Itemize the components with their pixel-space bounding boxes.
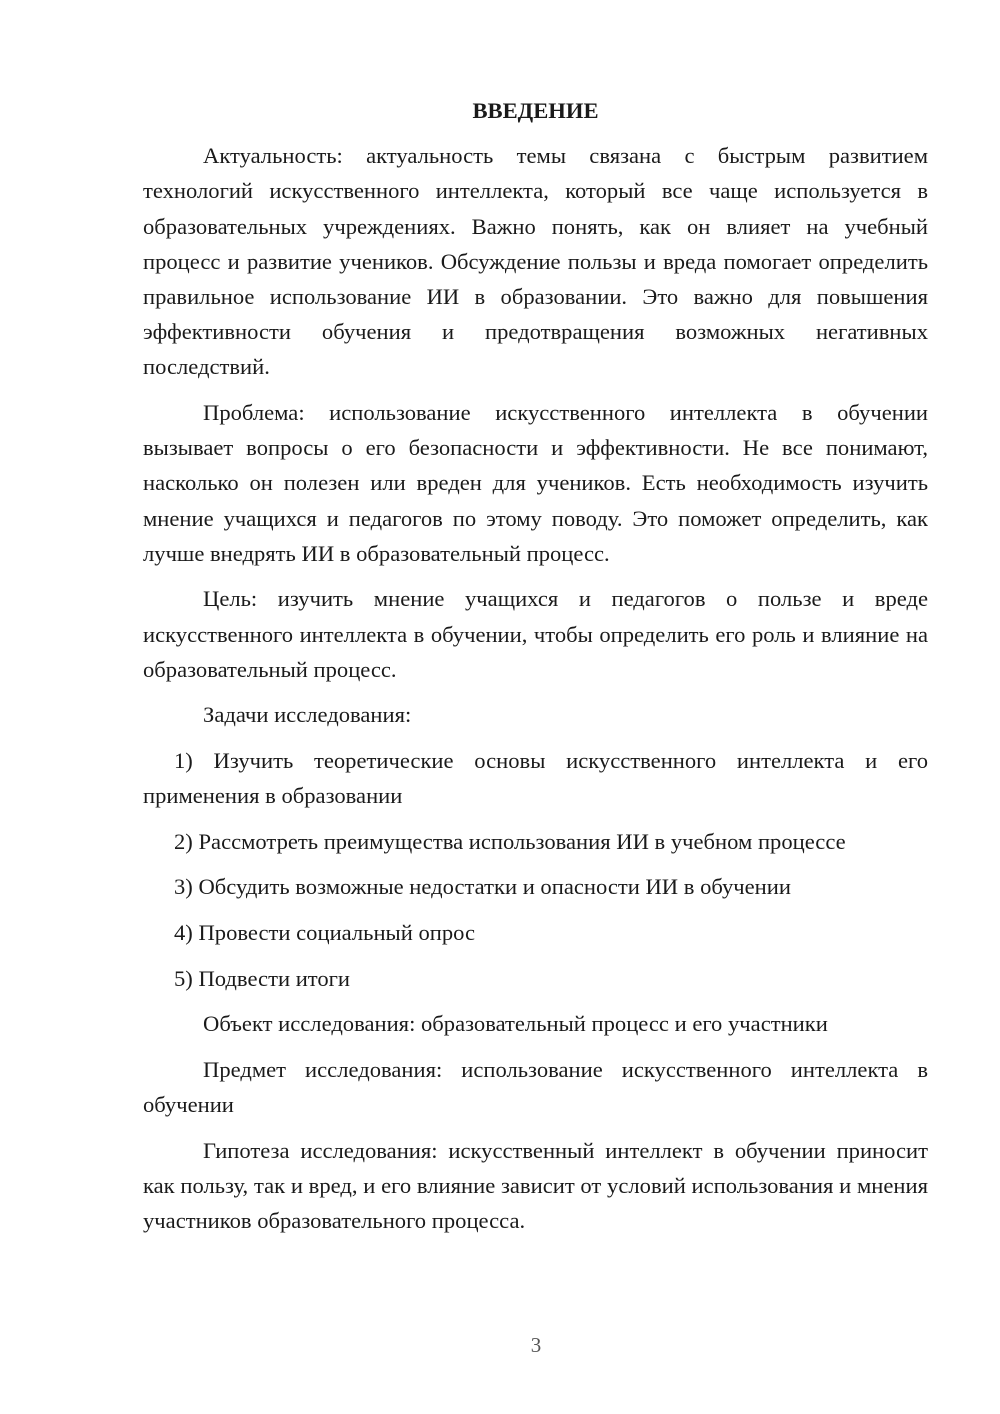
hypothesis-paragraph: Гипотеза исследования: искусственный интеллект в обучении приносит как пользу, так и вред, и его влияние зависит от условий использования и мнения участников образовательного процесса. — [143, 1137, 928, 1233]
tasks-title: Задачи исследования: — [203, 702, 412, 728]
task-item-3: 3) Обсудить возможные недостатки и опасности ИИ в обучении — [174, 874, 791, 900]
goal-paragraph: Цель: изучить мнение учащихся и педагогов о пользе и вреде искусственного интеллекта в обучении, чтобы определить его роль и влияние на образовательный процесс. — [143, 586, 928, 682]
page-number: 3 — [530, 1333, 542, 1357]
document-body — [143, 93, 928, 1249]
task-item-1: 1) Изучить теоретические основы искусственного интеллекта и его применения в образовании — [143, 748, 928, 809]
page-title: ВВЕДЕНИЕ — [472, 98, 599, 123]
task-item-2: 2) Рассмотреть преимущества использования ИИ в учебном процессе — [174, 828, 846, 854]
task-item-5: 5) Подвести итоги — [174, 965, 351, 991]
object-paragraph: Объект исследования: образовательный процесс и его участники — [203, 1011, 828, 1037]
subject-paragraph: Предмет исследования: использование искусственного интеллекта в обучении — [143, 1056, 928, 1117]
task-item-4: 4) Провести социальный опрос — [174, 920, 476, 945]
relevance-paragraph: Актуальность: актуальность темы связана с быстрым развитием технологий искусственного интеллекта, который все чаще используется в образовательных учреждениях. Важно понять, как он влияет на учебный процесс и развитие учеников. Обсуждение пользы и вреда помогает определить правильное использование ИИ в образовании. Это важно для повышения эффективности обучения и предотвращения возможных негативных последствий. — [143, 143, 928, 380]
problem-paragraph: Проблема: использование искусственного интеллекта в обучении вызывает вопросы о его безопасности и эффективности. Не все понимают, насколько он полезен или вреден для учеников. Есть необходимость изучить мнение учащихся и педагогов по этому поводу. Это поможет определить, как лучше внедрять ИИ в образовательный процесс. — [143, 400, 928, 566]
